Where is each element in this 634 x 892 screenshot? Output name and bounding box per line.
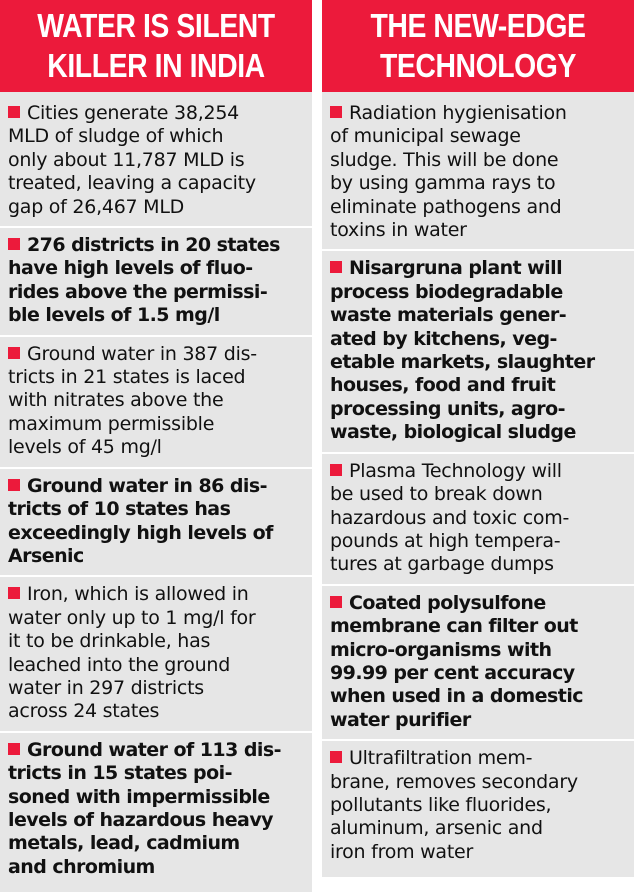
red-square-bullet-icon (330, 751, 342, 763)
right-title: THE NEW-EDGE TECHNOLOGY (344, 0, 612, 92)
left-fact-item (0, 102, 312, 228)
left-header (0, 0, 312, 92)
red-square-bullet-icon (330, 596, 342, 608)
right-fact-text: Plasma Technology will be used to break down hazardous and toxic com- pounds at high tempera- tures at garbage dumps (330, 459, 570, 576)
right-column (322, 0, 634, 871)
left-fact-text: Ground water in 86 dis- tricts of 10 states has exceedingly high levels of Arsenic (8, 474, 273, 567)
right-fact-text: Ultrafiltration mem- brane, removes secondary pollutants like fluorides, aluminum, arsenic and iron from water (330, 747, 578, 863)
left-fact-text: Ground water in 387 dis- tricts in 21 states is laced with nitrates above the maximum permissible levels of 45 mg/l (8, 342, 257, 459)
right-header (322, 0, 634, 92)
left-column (0, 0, 312, 878)
right-fact-item (322, 592, 634, 741)
right-list (322, 92, 634, 877)
right-fact-text: Coated polysulfone membrane can filter out micro-organisms with 99.99 per cent accuracy when used in a domestic water purifier (330, 591, 583, 731)
red-square-bullet-icon (330, 106, 342, 118)
left-fact-item (0, 475, 312, 578)
red-square-bullet-icon (330, 261, 342, 273)
red-square-bullet-icon (8, 347, 20, 359)
red-square-bullet-icon (8, 743, 20, 755)
left-title: WATER IS SILENT KILLER IN INDIA (22, 0, 290, 92)
left-fact-item (0, 343, 312, 469)
red-square-bullet-icon (8, 106, 20, 118)
right-fact-item (322, 102, 634, 251)
left-fact-item (0, 234, 312, 337)
right-fact-item (322, 747, 634, 871)
right-fact-item (322, 257, 634, 453)
red-square-bullet-icon (8, 238, 20, 250)
red-square-bullet-icon (330, 464, 342, 476)
red-square-bullet-icon (8, 587, 20, 599)
left-fact-text: Iron, which is allowed in water only up to 1 mg/l for it to be drinkable, has leached into the ground water in 297 districts across 24 states (8, 583, 256, 723)
left-fact-text: 276 districts in 20 states have high levels of fluo- rides above the permissi- ble levels of 1.5 mg/l (8, 234, 280, 327)
left-fact-item (0, 739, 312, 886)
left-fact-text: Ground water of 113 dis- tricts in 15 states poi- soned with impermissible levels of hazardous heavy metals, lead, cadmium and chromium (8, 738, 281, 878)
left-fact-text: Cities generate 38,254 MLD of sludge of which only about 11,787 MLD is treated, leaving a capacity gap of 26,467 MLD (8, 102, 256, 218)
right-fact-text: Nisargruna plant will process biodegradable waste materials gener- ated by kitchens, veg- etable markets, slaughter houses, food and fruit processing units, agro- waste, biological sludge (330, 257, 595, 444)
right-fact-text: Radiation hygienisation of municipal sewage sludge. This will be done by using gamma rays to eliminate pathogens and toxins in water (330, 102, 567, 242)
red-square-bullet-icon (8, 479, 20, 491)
left-list (0, 92, 312, 892)
right-fact-item (322, 460, 634, 586)
left-fact-item (0, 583, 312, 732)
